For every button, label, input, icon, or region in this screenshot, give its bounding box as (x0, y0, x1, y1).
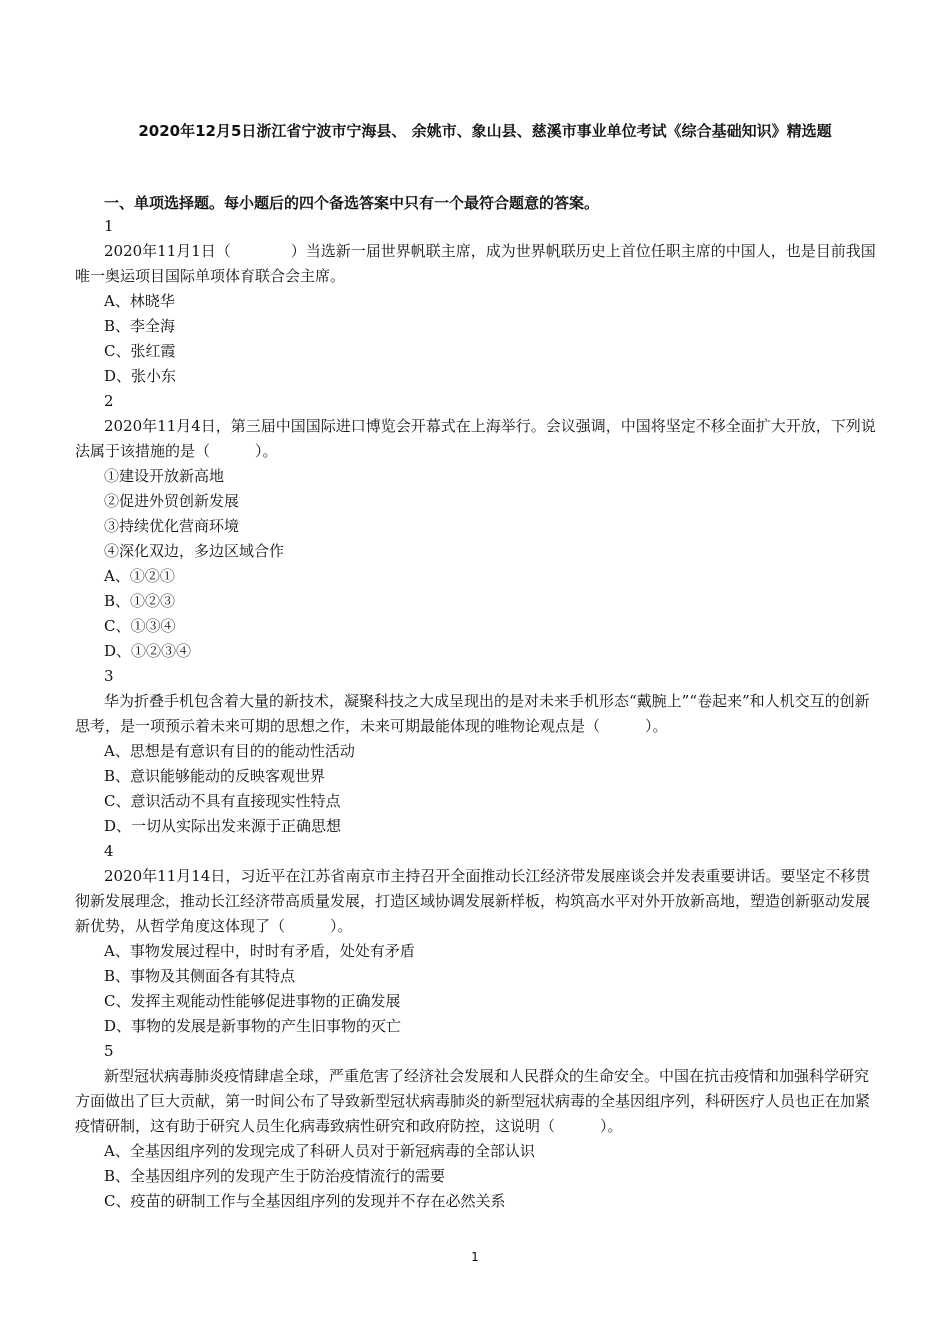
question-number: 5 (104, 1042, 114, 1060)
option-c: C、张红霞 (104, 342, 176, 360)
statement-4: ④深化双边，多边区域合作 (104, 542, 285, 560)
document-title: 2020年12月5日浙江省宁波市宁海县、 余姚市、象山县、慈溪市事业单位考试《综合基础知识》精选题 (138, 122, 832, 140)
question-1 (75, 214, 880, 389)
question-number: 2 (104, 392, 114, 410)
section-heading: 一、单项选择题。每小题后的四个备选答案中只有一个最符合题意的答案。 (104, 194, 600, 212)
option-d: D、一切从实际出发来源于正确思想 (104, 817, 342, 835)
option-a: A、全基因组序列的发现完成了科研人员对于新冠病毒的全部认识 (104, 1142, 535, 1160)
option-b: B、全基因组序列的发现产生于防治疫情流行的需要 (104, 1167, 446, 1185)
option-b: B、意识能够能动的反映客观世界 (104, 767, 326, 785)
question-stem: 华为折叠手机包含着大量的新技术，凝聚科技之大成呈现出的是对未来手机形态“戴腕上”“卷起来”和人机交互的创新思考，是一项预示着未来可期的思想之作，未来可期最能体现的唯物论观点是（ ）。 (75, 692, 870, 735)
question-stem: 2020年11月1日（ ）当选新一届世界帆联主席，成为世界帆联历史上首位任职主席的中国人，也是目前我国唯一奥运项目国际单项体育联合会主席。 (75, 242, 876, 285)
page-number: 1 (471, 1250, 479, 1264)
option-d: D、张小东 (104, 367, 177, 385)
option-b: B、李全海 (104, 317, 176, 335)
option-a: A、林晓华 (104, 292, 175, 310)
question-5 (75, 1039, 880, 1214)
question-number: 3 (104, 667, 114, 685)
option-b: B、事物及其侧面各有其特点 (104, 967, 296, 985)
option-c: C、疫苗的研制工作与全基因组序列的发现并不存在必然关系 (104, 1192, 506, 1210)
option-a: A、思想是有意识有目的的能动性活动 (104, 742, 355, 760)
question-3 (75, 664, 880, 839)
option-a: A、事物发展过程中，时时有矛盾，处处有矛盾 (104, 942, 415, 960)
statement-2: ②促进外贸创新发展 (104, 492, 240, 510)
option-c: C、发挥主观能动性能够促进事物的正确发展 (104, 992, 401, 1010)
option-c: C、意识活动不具有直接现实性特点 (104, 792, 341, 810)
question-stem: 2020年11月14日，习近平在江苏省南京市主持召开全面推动长江经济带发展座谈会并发表重要讲话。要坚定不移贯彻新发展理念，推动长江经济带高质量发展，打造区域协调发展新样板，构筑高水平对外开放新高地，塑造创新驱动发展新优势，从哲学角度这体现了（ ）。 (75, 867, 871, 935)
question-number: 4 (104, 842, 114, 860)
option-b: B、①②③ (104, 592, 176, 610)
option-a: A、①②① (104, 567, 175, 585)
statement-3: ③持续优化营商环境 (104, 517, 240, 535)
option-d: D、事物的发展是新事物的产生旧事物的灭亡 (104, 1017, 402, 1035)
statement-1: ①建设开放新高地 (104, 467, 225, 485)
question-2 (75, 389, 880, 664)
question-stem: 新型冠状病毒肺炎疫情肆虐全球，严重危害了经济社会发展和人民群众的生命安全。中国在抗击疫情和加强科学研究方面做出了巨大贡献，第一时间公布了导致新型冠状病毒肺炎的新型冠状病毒的全基因组序列，科研医疗人员也正在加紧疫情研制，这有助于研究人员生化病毒致病性研究和政府防控，这说明（ ）。 (75, 1067, 871, 1135)
question-list (75, 214, 880, 1214)
question-number: 1 (104, 217, 114, 235)
question-stem: 2020年11月4日，第三届中国国际进口博览会开幕式在上海举行。会议强调，中国将坚定不移全面扩大开放，下列说法属于该措施的是（ ）。 (75, 417, 876, 460)
question-4 (75, 839, 880, 1039)
option-c: C、①③④ (104, 617, 176, 635)
option-d: D、①②③④ (104, 642, 192, 660)
